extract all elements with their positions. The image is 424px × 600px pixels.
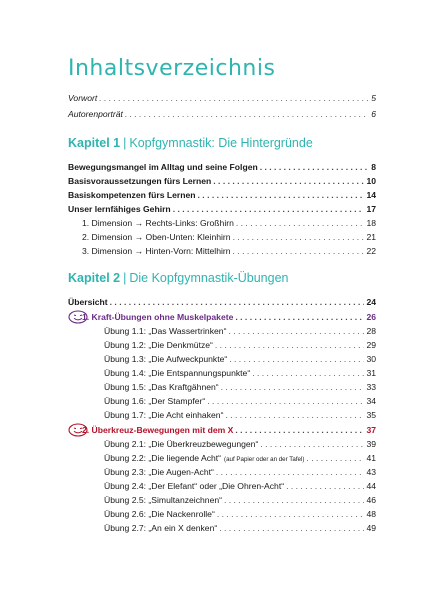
entry-label: Basiskompetenzen fürs Lernen (68, 190, 196, 200)
leader-dots (235, 424, 364, 436)
page-number: 14 (366, 190, 376, 200)
page-number: 49 (366, 523, 376, 533)
entry-label: Autorenporträt (68, 109, 123, 119)
page-number: 17 (366, 204, 376, 214)
entry-label: Übung 2.6: „Die Nackenrolle“ (104, 509, 215, 519)
leader-dots (125, 108, 369, 120)
leader-dots (252, 367, 364, 379)
page-number: 43 (366, 467, 376, 477)
entry-note: (auf Papier oder an der Tafel) (224, 456, 305, 463)
leader-dots (224, 494, 364, 506)
page-number: 10 (366, 176, 376, 186)
toc-section-1[interactable] (82, 311, 376, 323)
toc-subentry[interactable] (82, 245, 376, 257)
toc-subentry[interactable] (82, 231, 376, 243)
page-number: 26 (366, 312, 376, 322)
leader-dots (235, 311, 364, 323)
toc-exercise[interactable] (104, 395, 376, 407)
entry-label: Unser lernfähiges Gehirn (68, 204, 171, 214)
leader-dots (306, 452, 364, 464)
leader-dots (229, 353, 364, 365)
entry-label: Übung 1.1: „Das Wassertrinken“ (104, 326, 227, 336)
entry-label: Übung 1.3: „Die Aufweckpunkte“ (104, 354, 228, 364)
entry-label: Übersicht (68, 297, 108, 307)
toc-exercise[interactable] (104, 381, 376, 393)
leader-dots (286, 480, 364, 492)
entry-label: Bewegungsmangel im Alltag und seine Folgen (68, 162, 258, 172)
entry-label: Übung 1.6: „Der Stampfer“ (104, 396, 206, 406)
entry-label: 1. Dimension → Rechts-Links: Großhirn (82, 218, 234, 228)
chapter-2-heading[interactable] (68, 271, 288, 285)
page-number: 5 (371, 93, 376, 103)
page-number: 24 (366, 297, 376, 307)
entry-label: 3. Dimension → Hinten-Vorn: Mittelhirn (82, 246, 231, 256)
chapter-1-heading[interactable] (68, 136, 313, 150)
toc-entry-autorenportraet[interactable] (68, 108, 376, 120)
leader-dots (233, 245, 365, 257)
toc-exercise[interactable] (104, 494, 376, 506)
toc-entry[interactable] (68, 189, 376, 201)
leader-dots (110, 296, 365, 308)
leader-dots (215, 339, 365, 351)
page-number: 8 (371, 162, 376, 172)
leader-dots (198, 189, 365, 201)
leader-dots (233, 231, 365, 243)
entry-label: Übung 2.5: „Simultanzeichnen“ (104, 495, 222, 505)
entry-label: Übung 2.3: „Die Augen-Acht“ (104, 467, 214, 477)
toc-exercise[interactable] (104, 522, 376, 534)
page-number: 28 (366, 326, 376, 336)
entry-label: Basisvoraussetzungen fürs Lernen (68, 176, 212, 186)
toc-exercise[interactable] (104, 508, 376, 520)
entry-label: Übung 2.2: „Die liegende Acht“ (104, 453, 222, 463)
leader-dots (236, 217, 365, 229)
entry-label: Übung 1.2: „Die Denkmütze“ (104, 340, 213, 350)
toc-section-2[interactable] (82, 424, 376, 436)
page-number: 46 (366, 495, 376, 505)
page-number: 21 (366, 232, 376, 242)
toc-entry-uebersicht[interactable] (68, 296, 376, 308)
entry-label: 2. Überkreuz-Bewegungen mit dem X (82, 425, 234, 435)
entry-label: Übung 2.1: „Die Überkreuzbewegungen“ (104, 439, 259, 449)
page-number: 31 (366, 368, 376, 378)
toc-subentry[interactable] (82, 217, 376, 229)
entry-label: 1. Kraft-Übungen ohne Muskelpakete (82, 312, 234, 322)
entry-label: Übung 1.5: „Das Kraftgähnen“ (104, 382, 219, 392)
leader-dots (219, 522, 364, 534)
page-number: 48 (366, 509, 376, 519)
page-number: 18 (366, 218, 376, 228)
leader-dots (260, 161, 369, 173)
page-number: 22 (366, 246, 376, 256)
entry-label: Vorwort (68, 93, 98, 103)
chapter-title: Kopfgymnastik: Die Hintergründe (129, 136, 313, 150)
entry-label: 2. Dimension → Oben-Unten: Kleinhirn (82, 232, 231, 242)
toc-entry[interactable] (68, 161, 376, 173)
page-title: Inhaltsverzeichnis (68, 56, 276, 81)
page-number: 30 (366, 354, 376, 364)
toc-exercise[interactable] (104, 438, 376, 450)
leader-dots (207, 395, 364, 407)
leader-dots (99, 92, 369, 104)
page-number: 44 (366, 481, 376, 491)
leader-dots (173, 203, 365, 215)
page-number: 37 (366, 425, 376, 435)
chapter-separator: | (123, 136, 127, 150)
entry-label: Übung 2.4: „Der Elefant“ oder „Die Ohren-Acht“ (104, 481, 285, 491)
toc-exercise[interactable] (104, 452, 376, 466)
toc-entry-vorwort[interactable] (68, 92, 376, 104)
entry-label: Übung 2.7: „An ein X denken“ (104, 523, 218, 533)
page-number: 33 (366, 382, 376, 392)
leader-dots (221, 381, 365, 393)
page-number: 35 (366, 410, 376, 420)
page-number: 39 (366, 439, 376, 449)
chapter-title: Die Kopfgymnastik-Übungen (129, 271, 289, 285)
leader-dots (216, 466, 365, 478)
toc-entry[interactable] (68, 175, 376, 187)
toc-exercise[interactable] (104, 353, 376, 365)
entry-label: Übung 1.4: „Die Entspannungspunkte“ (104, 368, 251, 378)
toc-exercise[interactable] (104, 466, 376, 478)
leader-dots (217, 508, 365, 520)
toc-exercise[interactable] (104, 367, 376, 379)
toc-entry[interactable] (68, 203, 376, 215)
leader-dots (225, 409, 364, 421)
page-number: 41 (366, 453, 376, 463)
leader-dots (213, 175, 364, 187)
toc-exercise[interactable] (104, 480, 376, 492)
chapter-number: Kapitel 2 (68, 271, 121, 285)
toc-exercise[interactable] (104, 325, 376, 337)
page-number: 34 (366, 396, 376, 406)
toc-exercise[interactable] (104, 409, 376, 421)
leader-dots (260, 438, 364, 450)
entry-label: Übung 1.7: „Die Acht einhaken“ (104, 410, 224, 420)
page-number: 29 (366, 340, 376, 350)
leader-dots (228, 325, 364, 337)
page-number: 6 (371, 109, 376, 119)
toc-exercise[interactable] (104, 339, 376, 351)
chapter-number: Kapitel 1 (68, 136, 121, 150)
chapter-separator: | (123, 271, 127, 285)
